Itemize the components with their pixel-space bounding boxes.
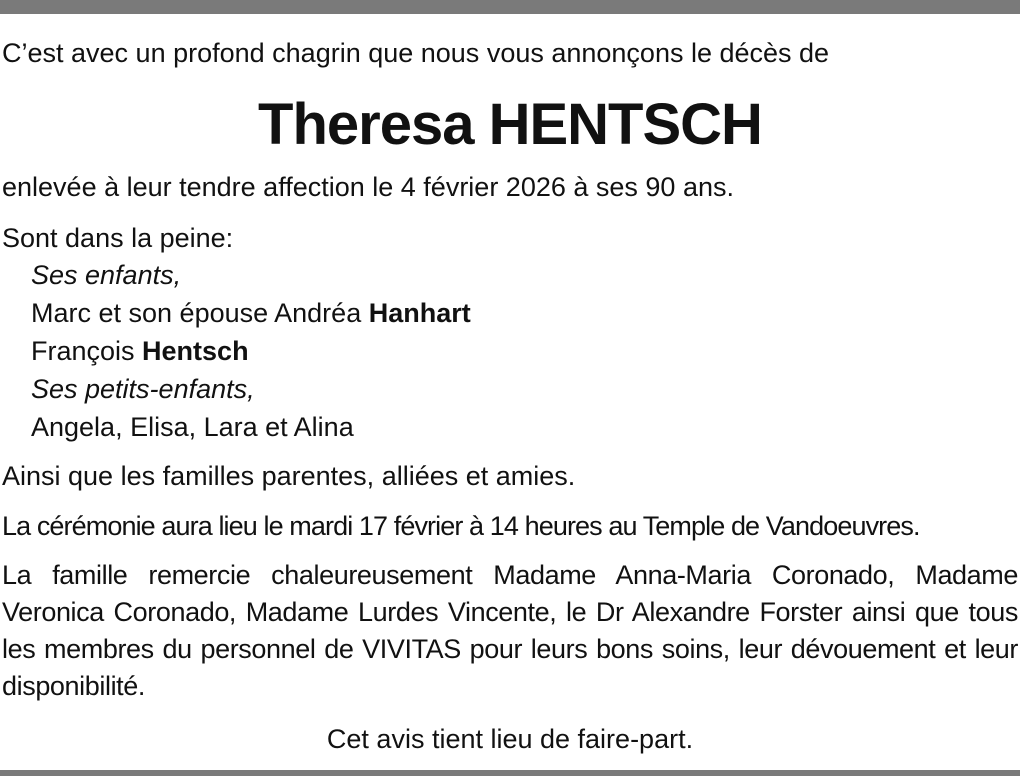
top-border-rule <box>0 0 1020 14</box>
child-entry-1 <box>31 296 471 330</box>
intro-text: C’est avec un profond chagrin que nous vous annonçons le décès de <box>2 38 830 68</box>
ceremony-text: La cérémonie aura lieu le mardi 17 février à 14 heures au Temple de Vandoeuvres. <box>2 511 920 541</box>
grandchildren-names: Angela, Elisa, Lara et Alina <box>31 412 354 442</box>
child-entry-2 <box>31 334 249 368</box>
thanks-paragraph: La famille remercie chaleureusement Madame Anna-Maria Coronado, Madame Veronica Coronado, Madame Lurdes Vincente, le Dr Alexandre Forster ainsi que tous les membres du personnel de VIVITAS pour leurs bons soins, leur dévouement et leur disponibilité. <box>2 560 1018 701</box>
child-1-given-names: Marc et son épouse Andréa <box>31 298 369 328</box>
passing-text: enlevée à leur tendre affection le 4 février 2026 à ses 90 ans. <box>2 172 734 202</box>
child-2-given-name: François <box>31 336 143 366</box>
child-1-surname: Hanhart <box>368 298 471 328</box>
child-2-surname: Hentsch <box>142 336 249 366</box>
families-text: Ainsi que les familles parentes, alliées et amies. <box>2 461 576 491</box>
mourners-heading: Sont dans la peine: <box>2 223 234 253</box>
closing-text: Cet avis tient lieu de faire-part. <box>326 724 694 754</box>
bottom-border-rule <box>0 770 1020 776</box>
deceased-name: Theresa HENTSCH <box>258 92 762 157</box>
grandchildren-label: Ses petits-enfants, <box>31 374 255 404</box>
children-label: Ses enfants, <box>31 260 182 290</box>
